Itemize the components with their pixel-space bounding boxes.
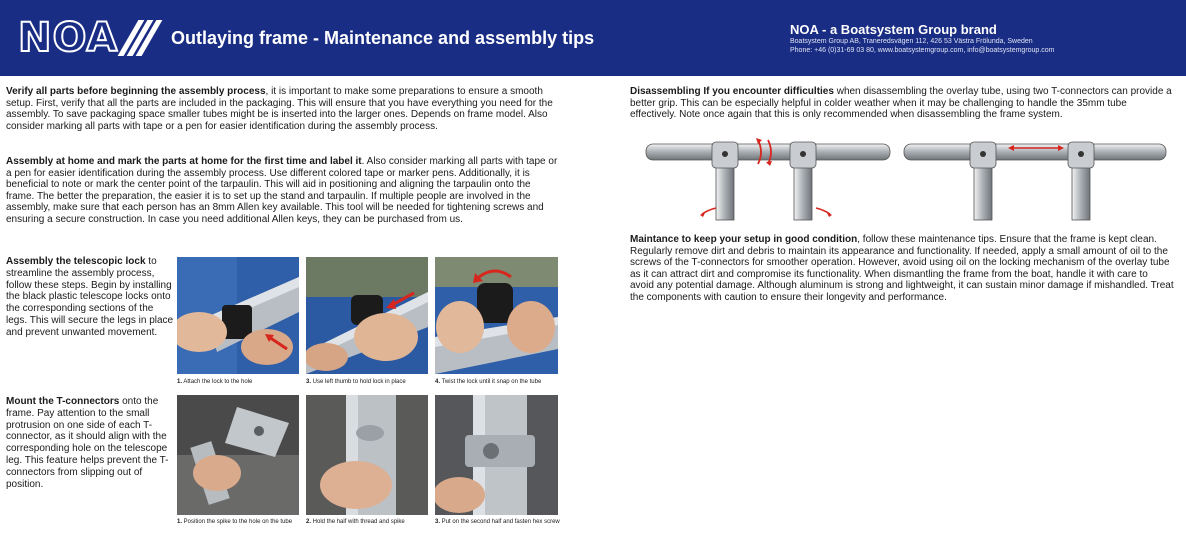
verify-section: [6, 86, 558, 132]
maintenance-section: [630, 234, 1174, 304]
caption-lock-3: 4. Twist the lock until it snap on the tube: [435, 379, 542, 385]
telescopic-body: to streamline the assembly process, follow these steps. Begin by installing the black plastic telescope locks onto the corresponding sections of the legs. This will secure the legs in place and prevent unwanted movement.: [6, 256, 174, 338]
photo-position-spike: [177, 395, 299, 515]
telescopic-section: [6, 256, 174, 339]
page-title: Outlaying frame - Maintenance and assembly tips: [171, 28, 595, 48]
assembly-home-section: [6, 156, 558, 226]
caption-tconn-1: 1. Position the spike to the hole on the tube: [177, 519, 293, 525]
maintenance-body: , follow these maintenance tips. Ensure that the frame is kept clean. Regularly remove dirt and debris to maintain its appearance and functionality. If needed, apply a small amount of oil to the screws of the T-connectors for smoother operation. However, avoid using oil on the locking mechanism of the overlay tube as it can attract dirt and compromise its functionality. When dismantling the frame from the boat, handle it with care to avoid any potential damage. Although aluminum is strong and lightweight, it can sustain minor damage if mishandled. Treat the components with caution to ensure their longevity and performance.: [630, 234, 1174, 303]
brand-address: Boatsystem Group AB, Traneredsvägen 112, 426 53 Västra Frölunda, Sweden: [790, 38, 1033, 45]
telescopic-heading: Assembly the telescopic lock: [6, 256, 146, 267]
diagram-pull-apart: [900, 134, 1172, 224]
assembly-home-heading: Assembly at home and mark the parts at home for the first time and label it: [6, 156, 362, 167]
verify-heading: Verify all parts before beginning the assembly process: [6, 86, 266, 97]
tconnectors-body: onto the frame. Pay attention to the small protrusion on one side of each T-connector, as it should align with the corresponding hole on the telescope leg. This feature helps prevent the T-connectors from slipping out of position.: [6, 396, 169, 490]
disassembling-heading: Disassembling If you encounter difficulties: [630, 86, 834, 97]
logo-text: NOA: [18, 15, 119, 61]
photo-twist-lock: [435, 257, 558, 374]
logo-stripes: [122, 20, 150, 56]
caption-tconn-3: 3. Put on the second half and fasten hex screw: [435, 519, 560, 525]
photo-attach-lock: [177, 257, 299, 374]
photo-hold-half: [306, 395, 428, 515]
assembly-home-body: . Also consider marking all parts with tape or a pen for easier identification during the assembly process. Use different colored tape or marker pens. Additionally, it is beneficial to note or mark the center point of the tarpaulin. This will aid in positioning and aligning the tarpaulin onto the frame. The better the preparation, the easier it is to set up the stand and tarpaulin. If multiple people are involved in the assembly, make sure that each person has an 8mm Allen key available. This tool will be needed for tightening screws and ensuring a secure construction. In case you need additional Allen keys, they can be purchased from us.: [6, 156, 558, 225]
photo-fasten-screw: [435, 395, 558, 515]
brand-contact: Phone: +46 (0)31-69 03 80, www.boatsystemgroup.com, info@boatsystemgroup.com: [790, 47, 1055, 54]
disassembling-body: when disassembling the overlay tube, using two T-connectors can provide a better grip. This can be especially helpful in colder weather when it may be challenging to handle the 35mm tube effectively. Note once again that this is only recommended when disassembling the frame system.: [630, 86, 1172, 121]
maintenance-heading: Maintance to keep your setup in good condition: [630, 234, 858, 245]
brand-name: NOA - a Boatsystem Group brand: [790, 22, 997, 37]
tconnectors-section: [6, 396, 174, 490]
disassembling-section: [630, 86, 1174, 121]
caption-lock-1: 1. Attach the lock to the hole: [177, 379, 253, 385]
tconnectors-heading: Mount the T-connectors: [6, 396, 120, 407]
noa-logo: [18, 15, 150, 61]
caption-tconn-2: 2. Hold the half with thread and spike: [306, 519, 405, 525]
caption-lock-2: 3. Use left thumb to hold lock in place: [306, 379, 406, 385]
header-bar: [0, 0, 1186, 76]
diagram-disassemble-grip: [640, 134, 902, 224]
verify-body: , it is important to make some preparations to ensure a smooth setup. First, verify that all the parts are included in the packaging. This will ensure that you have everything you need for the assembly. To save packaging space smaller tubes might be is inserted into the larger ones. Depends on frame model. Also consider marking all parts with tape or a pen for easier identification during the assembly process.: [6, 86, 553, 132]
photo-hold-lock: [306, 257, 428, 374]
brand-block: [790, 22, 1055, 55]
